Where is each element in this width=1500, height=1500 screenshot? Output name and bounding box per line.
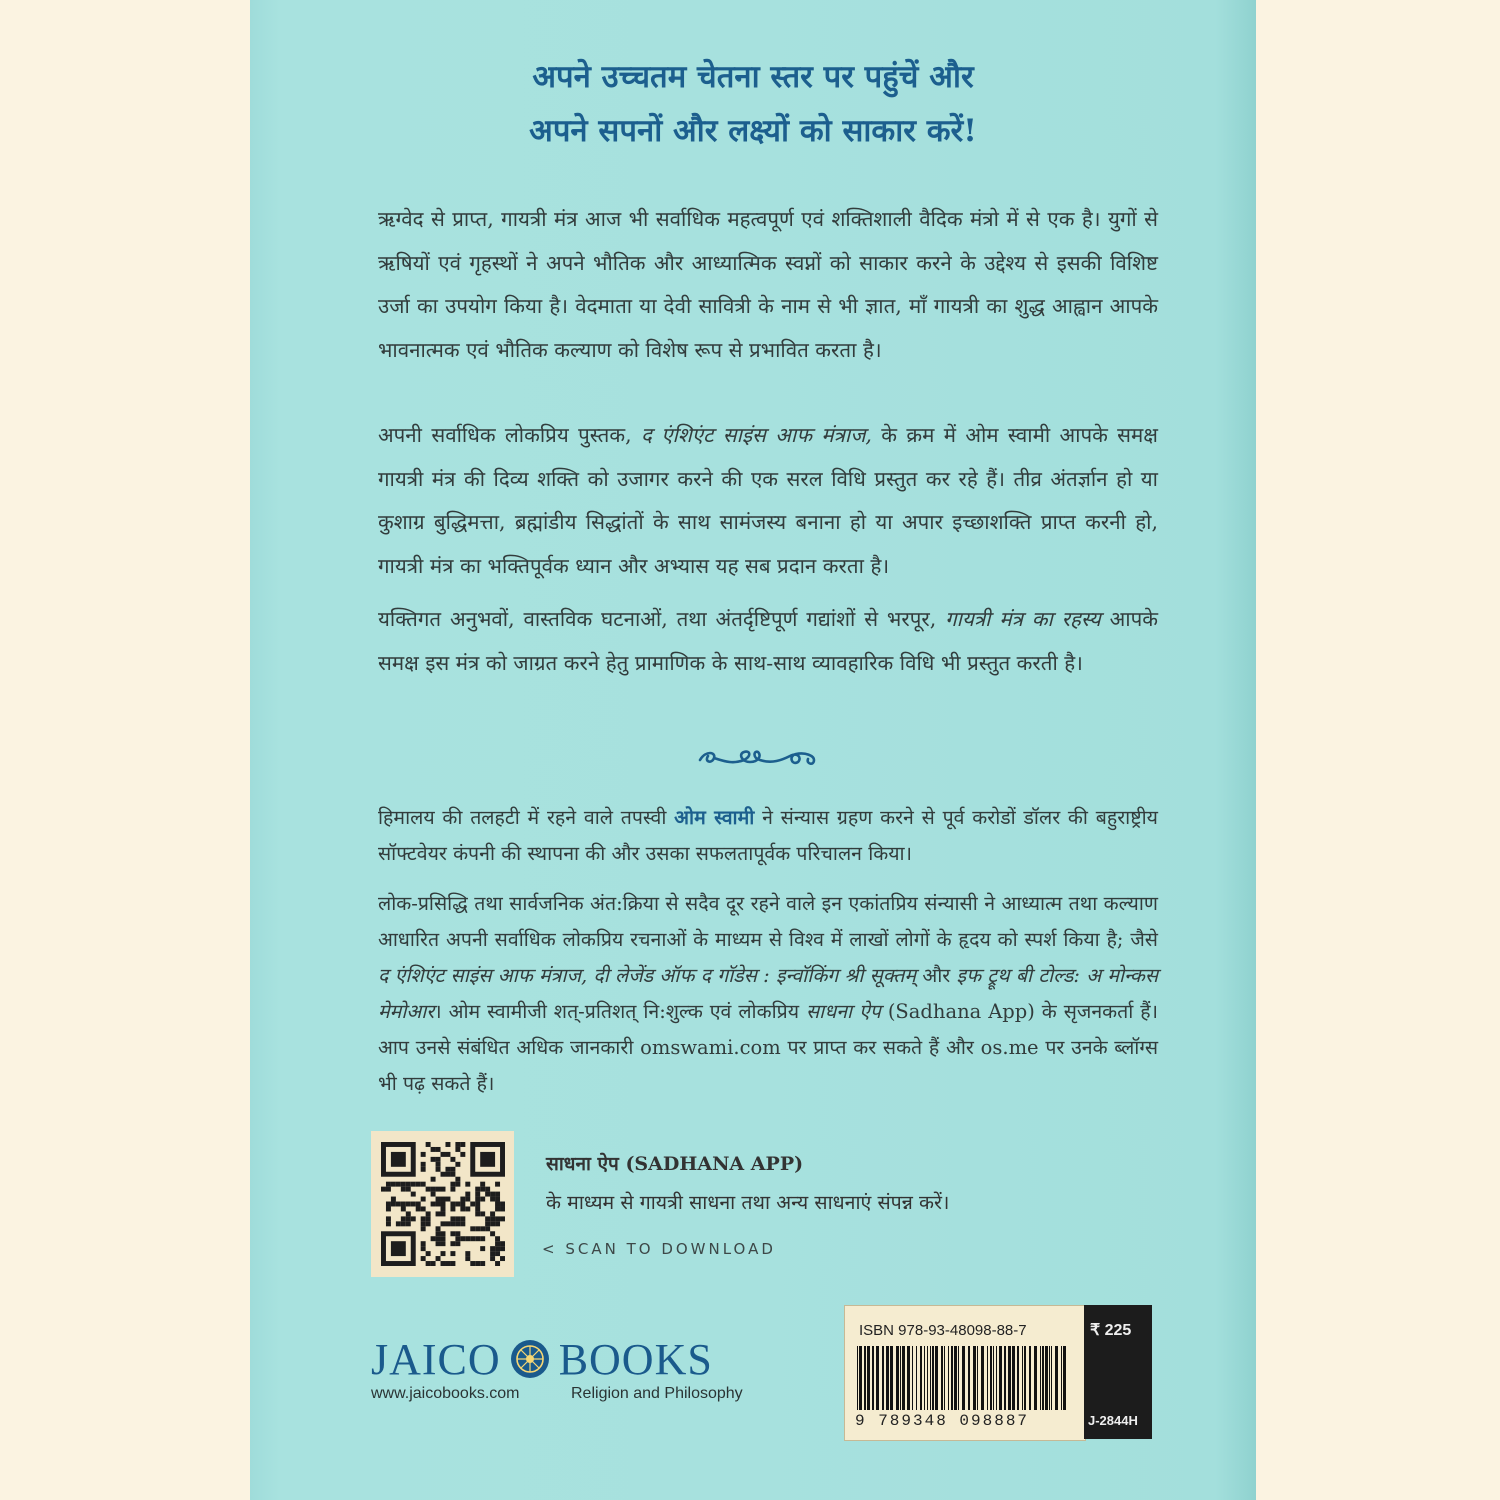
isbn-label: ISBN 978-93-48098-88-7 [859, 1322, 1027, 1339]
text-run: लोक-प्रसिद्धि तथा सार्वजनिक अंत:क्रिया से सदैव दूर रहने वाले इन एकांतप्रिय संन्यासी ने आध्यात्म तथा कल्याण आधारित अपनी सर्वाधिक लोकप्रिय रचनाओं के माध्यम से विश्व में लाखों लोगों के हृदय को स्पर्श किया है; जैसे [378, 892, 1158, 951]
author-paragraph-2 [378, 886, 1158, 1102]
chakra-wheel-icon [509, 1338, 551, 1380]
price-panel [1084, 1305, 1152, 1439]
text-run: हिमालय की तलहटी में रहने वाले तपस्वी [378, 806, 675, 829]
author-paragraph-1 [378, 800, 1158, 872]
barcode-panel [844, 1305, 1086, 1441]
product-code: J-2844H [1088, 1413, 1138, 1428]
text-run: यक्तिगत अनुभवों, वास्तविक घटनाओं, तथा अंतर्दृष्टिपूर्ण गद्यांशों से भरपूर, [378, 607, 946, 631]
book-title-mantras: द एंशिएंट साइंस आफ मंत्राज, [640, 423, 872, 447]
text-run: के क्रम में ओम स्वामी आपके समक्ष गायत्री मंत्र की दिव्य शक्ति को उजागर करने की एक सरल विधि प्रस्तुत कर रहे हैं। तीव्र अंतर्ज्ञान हो या कुशाग्र बुद्धिमत्ता, ब्रह्मांडीय सिद्धांतों के साथ सामंजस्य बनाना हो या अपार इच्छाशक्ति प्राप्त करनी हो, गायत्री मंत्र का भक्तिपूर्वक ध्यान और अभ्यास यह सब प्रदान करता है। [378, 423, 1158, 578]
text-run: । ओम स्वामीजी शत्-प्रतिशत् नि:शुल्क एवं लोकप्रिय [434, 1000, 806, 1023]
back-cover [250, 0, 1256, 1500]
ornament-flourish-icon [692, 742, 822, 774]
app-description: के माध्यम से गायत्री साधना तथा अन्य साधनाएं संपन्न करें। [546, 1191, 950, 1214]
text-run: और [916, 964, 957, 987]
barcode-digits: 9 789348 098887 [855, 1412, 1030, 1430]
book-title-gayatri: गायत्री मंत्र का रहस्य [945, 607, 1101, 631]
barcode-icon [857, 1346, 1071, 1410]
headline-line-1: अपने उच्चतम चेतना स्तर पर पहुंचें और [532, 59, 974, 95]
book-titles: द एंशिएंट साइंस आफ मंत्राज, दी लेजेंड ऑफ द गॉडेस : इन्वॉकिंग श्री सूक्तम् [378, 964, 917, 987]
book-category: Religion and Philosophy [571, 1385, 743, 1402]
app-title: साधना ऐप (SADHANA APP) [546, 1153, 804, 1175]
text-run: आपके समक्ष इस मंत्र को जाग्रत करने हेतु प्रामाणिक के साथ-साथ व्यावहारिक विधि भी प्रस्तुत करती है। [378, 607, 1158, 675]
author-name: ओम स्वामी [674, 806, 755, 829]
qr-code-icon [381, 1142, 505, 1266]
intro-paragraph-1: ऋग्वेद से प्राप्त, गायत्री मंत्र आज भी सर्वाधिक महत्वपूर्ण एवं शक्तिशाली वैदिक मंत्रो में से एक है। युगों से ऋषियों एवं गृहस्थों ने अपने भौतिक और आध्यात्मिक स्वप्नों को साकार करने के उद्देश्य से इसकी विशिष्ट उर्जा का उपयोग किया है। वेदमाता या देवी सावित्री के नाम से भी ज्ञात, माँ गायत्री का शुद्ध आह्वान आपके भावनात्मक एवं भौतिक कल्याण को विशेष रूप से प्रभावित करता है। [378, 207, 1158, 362]
intro-paragraph-3 [378, 598, 1158, 685]
qr-code[interactable] [371, 1131, 514, 1277]
logo-text-left: JAICO [371, 1334, 501, 1384]
book-title-memoir: इफ ट्रूथ बी टोल्ड: अ मोन्कस मेमोआर [378, 964, 1159, 1023]
publisher-logo [371, 1334, 713, 1384]
scan-to-download-label: < SCAN TO DOWNLOAD [542, 1240, 776, 1258]
headline-line-2: अपने सपनों और लक्ष्यों को साकार करें! [529, 113, 977, 149]
text-run: अपनी सर्वाधिक लोकप्रिय पुस्तक, [378, 423, 641, 447]
logo-text-right: BOOKS [558, 1334, 713, 1384]
intro-paragraph-2 [378, 414, 1158, 588]
price-label: ₹ 225 [1090, 1322, 1132, 1339]
text-run: ने संन्यास ग्रहण करने से पूर्व करोडों डॉलर की बहुराष्ट्रीय सॉफ्टवेयर कंपनी की स्थापना की और उसका सफलतापूर्वक परिचालन किया। [378, 806, 1158, 865]
text-run: (Sadhana App) के सृजनकर्ता हैं। आप उनसे संबंधित अधिक जानकारी omswami.com पर प्राप्त कर सकते हैं और os.me पर उनके ब्लॉग्स भी पढ़ सकते हैं। [378, 1000, 1158, 1095]
app-name: साधना ऐप [805, 1000, 881, 1023]
publisher-website[interactable]: www.jaicobooks.com [371, 1385, 520, 1402]
